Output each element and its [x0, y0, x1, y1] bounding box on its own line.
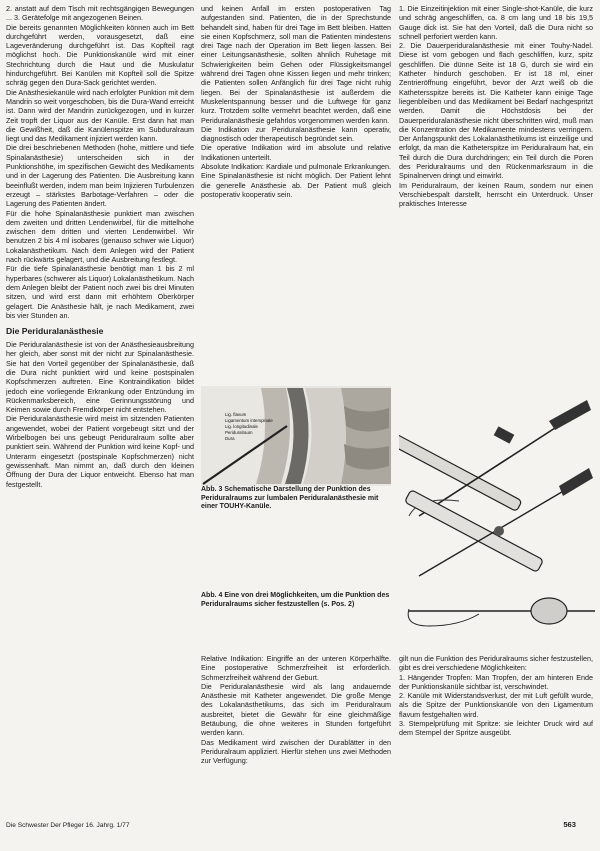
paragraph: Relative Indikation: Eingriffe an der unteren Körperhälfte. Eine postoperative Schmerzfreiheit ist erforderlich. Schmerzfreiheit während der Geburt.: [201, 654, 391, 682]
paragraph: 1. Die Einzeitinjektion mit einer Single-shot-Kanüle, die kurz und schräg angeschliffen, ca. 8 cm lang und 18 bis 19,5 Gauge dick ist. Sie hat den Vorteil, daß die Dura nicht so schnell perforiert werden kann.: [399, 4, 593, 41]
left-column: [6, 4, 194, 816]
paragraph: Absolute Indikation: Kardiale und pulmonale Erkrankungen. Eine Spinalanästhesie ist nicht möglich. Der Patient lehnt die generelle Anästhesie ab. Der Patient muß gleich postoperativ kooperativ sein.: [201, 162, 391, 199]
fig3-label: Periduralraum: [225, 430, 253, 435]
paragraph: Für die tiefe Spinalanästhesie benötigt man 1 bis 2 ml hyperbares (schwerer als Liquor) Lokalanästhetikum. Nach dem Anlegen bleibt der Patient noch zwei bis drei Minuten sitzen, und wird erst dann mit erhöhtem Oberkörper gelagert. Die Anästhesie hält, je nach Medikament, zwei bis vier Stunden an.: [6, 264, 194, 320]
paragraph: Die operative Indikation wird im absolute und relative Indikationen unterteilt.: [201, 143, 391, 162]
fig3-label: Lig. flavum: [225, 412, 247, 417]
paragraph: Die Periduralanästhesie wird als lang andauernde Anästhesie mit Katheter angewendet. Die große Menge des Lokalanästhetikums, das sich im Periduralraum ausbreitet, bietet die Gewähr für eine gleichmäßige Betäubung, die ohne weiteres in Stunden fortgeführt werden kann.: [201, 681, 391, 738]
fig3-label: Lig. longitudinale: [225, 424, 258, 429]
paragraph: 2. Kanüle mit Widerstandsverlust, der mit Luft gefüllt wurde, als die Spitze der Punktionskanüle von den Ligamentum flavum festgehalten wird.: [399, 691, 593, 719]
figure-4-caption: Abb. 4 Eine von drei Möglichkeiten, um die Punktion des Periduralraums sicher festzustellen (s. Pos. 2): [201, 592, 390, 608]
paragraph: 2. anstatt auf dem Tisch mit rechtsgängigen Bewegungen ... 3. Gerätefolge mit angezogenen Beinen.: [6, 4, 194, 23]
paragraph: Für die hohe Spinalanästhesie punktiert man zwischen dem zweiten und dritten Lendenwirbel, für die mittelhohe zwischen dem dritten und vierten Lendenwirbel. Wir benutzen 2 bis 4 ml isobares (genauso schwer wie Liquor) Lokalanästhetikum. Nach dem Anlegen wird der Patient nach rückwärts gelagert, und die Ausbreitung festlegt.: [6, 208, 194, 265]
paragraph: Die Periduralanästhesie ist von der Anästhesieausbreitung her gleich, aber sonst mit der nicht zur Spinalanästhesie. Sie hat den Vorteil gegenüber der Spinalanästhesie, daß die Dura nicht punktiert wird und keine postspinalen Kopfschmerzen auftreten. Eine Kontraindikation bildet jedoch eine vorliegende Erkrankung oder Entzündung im Rückenmarksbereich, eine Gerinnungsstörung und Keimen sowie durch Fremdkörper nicht entstehen.: [6, 340, 194, 415]
vertebral-body-shape: [341, 388, 391, 484]
footer-journal: Die Schwester Der Pfleger 16. Jahrg. 1/77: [6, 822, 130, 829]
paragraph: Die Indikation zur Periduralanästhesie kann operativ, diagnostisch oder therapeutisch begründet sein.: [201, 124, 391, 144]
figure-3-caption: Abb. 3 Schematische Darstellung der Punktion des Periduralraums zur lumbalen Periduralanästhesie mit einer TOUHY-Kanüle.: [201, 486, 379, 511]
syringe-bottom: [408, 598, 595, 626]
paragraph: Die Periduralanästhesie wird meist im sitzenden Patienten angewendet, wobei der Patient vorgebeugt sitzt und der Wirbelbogen bei uns gebeugt Periduralraum sollte aber punktiert sein. Während der Punktion wird keine Kopf- und Unterarm eingesetzt (postspinale Kopfschmerzen) nicht gewissenhaft. Man nimmt an, daß durch den kleinen Öffnung der Dura der Liquor entweicht. Ebenso hat man festgestellt.: [6, 414, 194, 489]
right-column-top: [399, 4, 593, 319]
paragraph: Die Anästhesiekanüle wird nach erfolgter Punktion mit dem Mandrin so weit vorgeschoben, bis die Dura-Wand erreicht ist. Dann wird der Mandrin zurückgezogen, und in kurzer Zeit tropft der Liquor aus der Kanüle. Erst dann hat man die Gewißheit, daß die Kanülenspitze im Subduralraum liegt und das Medikament injiziert werden kann.: [6, 87, 194, 144]
paragraph: gilt nun die Funktion des Periduralraums sicher festzustellen, gibt es drei verschiedene Möglichkeiten:: [399, 654, 593, 673]
figure-3-spine-illustration: [201, 386, 391, 486]
paragraph: 1. Hängender Tropfen: Man Tropfen, der am hinteren Ende der Punktionskanüle sichtbar ist, verschwindet.: [399, 672, 593, 691]
page-number: 563: [563, 820, 576, 829]
middle-column-bottom: [201, 654, 391, 819]
paragraph: Die drei beschriebenen Methoden (hohe, mittlere und tiefe Spinalanästhesie) unterscheiden sich in der Punktionshöhe, im spezifischen Gewicht des Medikaments und in der Lagerung des Patienten. Die Ausbreitung kann beeinflußt werden, indem man beim Injizieren Turbulenzen erzeugt – stärkstes Barbotage-Verfahren – oder die Lagerung des Patienten ändert.: [6, 143, 194, 209]
right-column-bottom: [399, 654, 593, 819]
section-heading: Die Periduralanästhesie: [6, 326, 104, 337]
fig3-label: Ligamentum interspinale: [225, 418, 273, 423]
fig3-label: Dura: [225, 436, 235, 441]
paragraph: Die bereits genannten Möglichkeiten können auch im Bett durchgeführt werden, vorausgesetzt, daß eine Lageveränderung durchgeführt ist. Das Kopfteil ragt möglichst hoch. Die Punktionskanüle wird mit einer Stechrichtung durch die Haut und die Muskulatur hindurchgeführt. Bei Kanülen mit Kopfteil soll die Spitze schräg gegen den Dura-Sack gerichtet werden.: [6, 22, 194, 88]
paragraph: Im Periduralraum, der keinen Raum, sondern nur einen Verschiebespalt darstellt, herrscht ein Unterdruck. Unser praktisches Interesse: [399, 180, 593, 209]
figure-4-syringe-illustration: [399, 326, 595, 651]
syringe-middle: [404, 468, 593, 576]
paragraph: Das Medikament wird zwischen der Durablätter in den Periduralraum appliziert. Hierfür stehen uns zwei Methoden zur Verfügung:: [201, 737, 391, 766]
paragraph: und keinen Anfall im ersten postoperativen Tag aufgestanden sind. Patienten, die in der Sprechstunde behandelt sind, haben für drei Tage im Bett bleiben. Hatten sie einen Kopfschmerz, soll man die Patienten mindestens drei Tage nach der Operation im Bett liegen lassen. Bei einer Leitungsanästhesie, sollten ähnlich Ruhetage mit Schwierigkeiten beim Gehen oder Flüssigkeitsmangel während drei Tagen ohne Kissen liegen und mehr trinken; die Patienten sollen Anfänglich für drei Tage nicht ruhig liegen. Bei der Spinalanästhesie ist außerdem die Muskelentspannung besser und die Luftwege für ganz kurz. Trotzdem sollte vermehrt beachtet werden, daß eine Periduralanästhesie gefahrlos vorgenommen werden kann.: [201, 4, 391, 125]
paragraph: 2. Die Dauerperiduralanästhesie mit einer Touhy-Nadel. Diese ist vorn gebogen und flach geschliffen, kurz, spitz geschliffen. Die dünne Seite ist 18 G, durch sie wird ein Katheter hindurch geschoben. Er ist 18 ml, einer Zentrieröffnung eingeführt, bevor der Arzt weiß ob die Kathetersspitze bereits ist. Die Katheter kann einige Tage liegenbleiben und das Medikament bei Bedarf nachgespritzt werden. Damit die Höchstdosis bei der Dauerperiduralanästhesie nicht überschritten wird, muß man die Konzentration der Medikamente mindestens verringern. Der Anfangspunkt des Lokalanästhetikums ist einzeilige und erfolgt, da man die Katheterspitze im Periduralraum hat, ein Teil durch die Dura durchdringen; ein Teil durch die Poren des Periduralraums und den Rückenmarksraum in die Spinalnerven dringt und einwirkt.: [399, 41, 593, 181]
middle-column-top: [201, 4, 391, 322]
paragraph: 3. Stempelprüfung mit Spritze: sie leichter Druck wird auf dem Stempel der Spritze ausgeübt.: [399, 719, 593, 738]
